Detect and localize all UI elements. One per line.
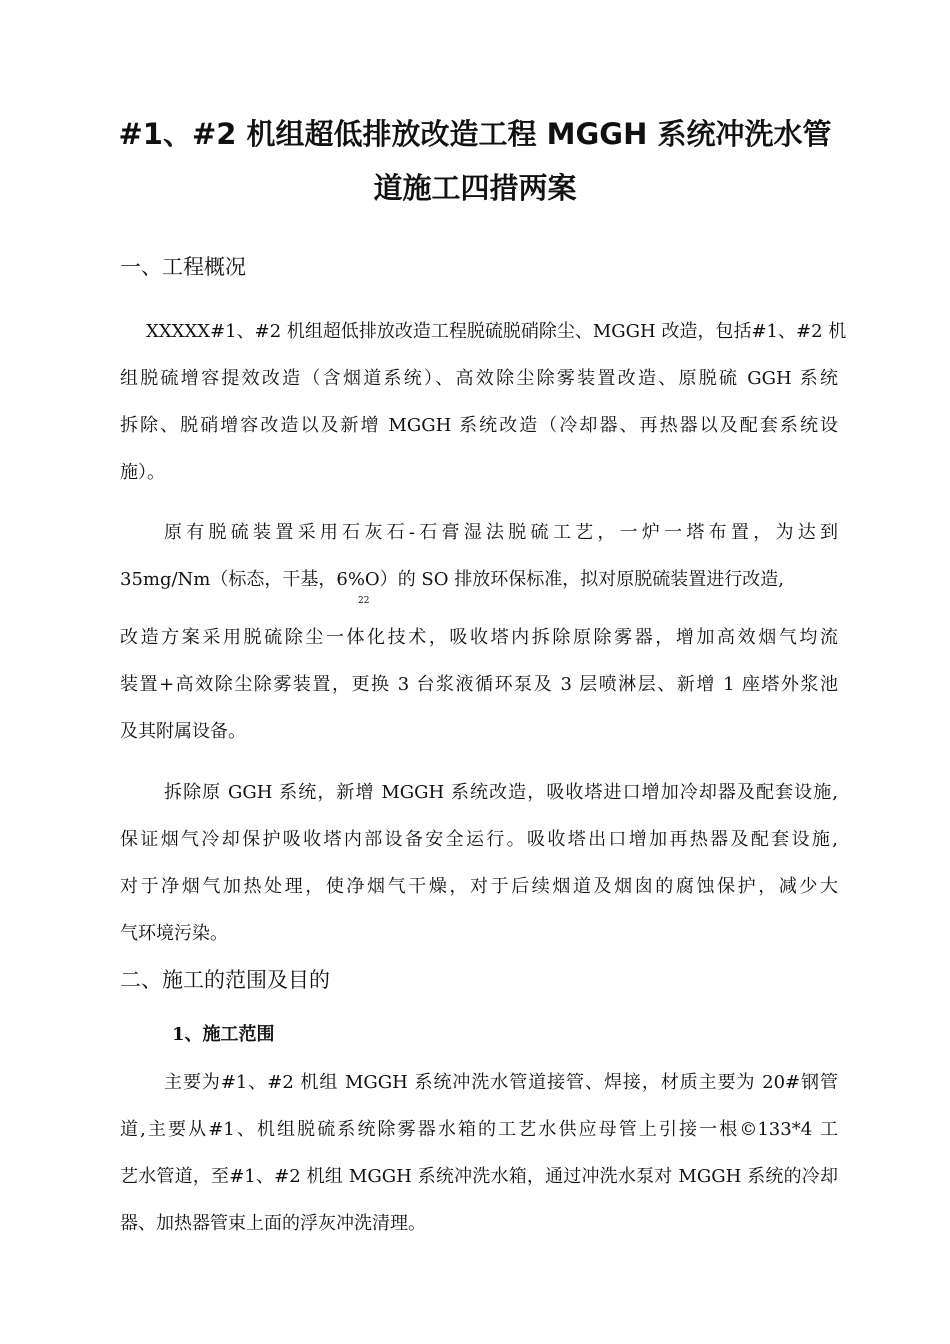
paragraph-line: 拆除原 GGH 系统，新增 MGGH 系统改造，吸收塔进口增加冷却器及配套设施,	[164, 782, 838, 803]
paragraph-line: 35mg/Nm（标态，干基，6%O）的 SO 排放环保标准，拟对原脱硫装置进行改造,	[120, 569, 784, 590]
subscript-mark: 22	[358, 596, 370, 606]
paragraph-line: XXXXX#1、#2 机组超低排放改造工程脱硫脱硝除尘、MGGH 改造，包括#1、#2 机	[146, 321, 847, 342]
paragraph-line: 对于净烟气加热处理，使净烟气干燥，对于后续烟道及烟囱的腐蚀保护，减少大	[120, 876, 838, 897]
paragraph-line: 气环境污染。	[120, 923, 228, 944]
section-heading-scope-and-purpose: 二、施工的范围及目的	[120, 968, 330, 992]
section-heading-project-overview: 一、工程概况	[120, 255, 246, 279]
paragraph-line: 艺水管道，至#1、#2 机组 MGGH 系统冲洗水箱，通过冲洗水泵对 MGGH 系统的冷却	[120, 1166, 838, 1187]
paragraph-line: 施）。	[120, 462, 165, 483]
subsection-heading-construction-scope: 1、施工范围	[172, 1024, 275, 1045]
paragraph-line: 主要为#1、#2 机组 MGGH 系统冲洗水管道接管、焊接，材质主要为 20#钢管	[164, 1072, 838, 1093]
paragraph-line: 器、加热器管束上面的浮灰冲洗清理。	[120, 1213, 426, 1234]
paragraph-line: 拆除、脱硝增容改造以及新增 MGGH 系统改造（冷却器、再热器以及配套系统设	[120, 415, 838, 436]
document-title-line-1: #1、#2 机组超低排放改造工程 MGGH 系统冲洗水管	[118, 117, 832, 151]
document-title-line-2: 道施工四措两案	[373, 171, 577, 205]
paragraph-line: 道,主要从#1、机组脱硫系统除雾器水箱的工艺水供应母管上引接一根©133*4 工	[120, 1119, 838, 1140]
paragraph-line: 及其附属设备。	[120, 721, 246, 742]
paragraph-line: 保证烟气冷却保护吸收塔内部设备安全运行。吸收塔出口增加再热器及配套设施,	[120, 829, 838, 850]
paragraph-line: 装置+高效除尘除雾装置，更换 3 台浆液循环泵及 3 层喷淋层、新增 1 座塔外浆池	[120, 674, 838, 695]
paragraph-line: 组脱硫增容提效改造（含烟道系统）、高效除尘除雾装置改造、原脱硫 GGH 系统	[120, 368, 838, 389]
paragraph-line: 改造方案采用脱硫除尘一体化技术，吸收塔内拆除原除雾器，增加高效烟气均流	[120, 627, 838, 648]
paragraph-line: 原有脱硫装置采用石灰石-石膏湿法脱硫工艺，一炉一塔布置，为达到	[164, 522, 838, 543]
